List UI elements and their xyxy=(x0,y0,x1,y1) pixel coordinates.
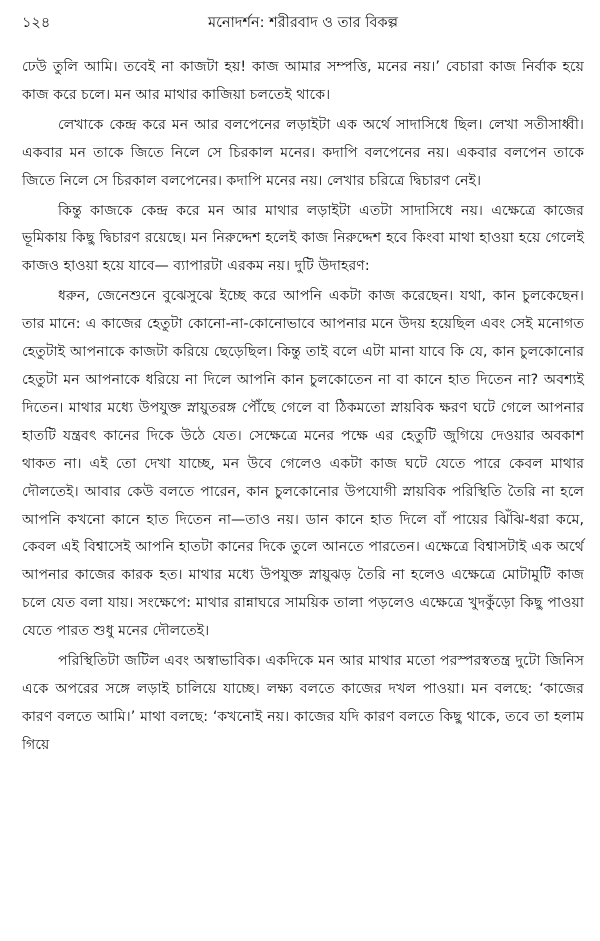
paragraph: কিন্তু কাজকে কেন্দ্র করে মন আর মাথার লড়াইটা এতটা সাদাসিধে নয়। এক্ষেত্রে কাজের ভূমিকায় কিছু দ্বিচারণ রয়েছে। মন নিরুদ্দেশ হলেই কাজ নিরুদ্দেশ হবে কিংবা মাথা হাওয়া হয়ে গেলেই কাজও হাওয়া হয়ে যাবে— ব্যাপারটা এরকম নয়। দুটি উদাহরণ: xyxy=(22,202,584,275)
paragraph: ঢেউ তুলি আমি। তবেই না কাজটা হয়! কাজ আমার সম্পত্তি, মনের নয়।’ বেচারা কাজ নির্বাক হয়ে কাজ করে চলে। মন আর মাথার কাজিয়া চলতেই থাকে। xyxy=(22,59,584,103)
running-title: মনোদর্শন: শরীরবাদ ও তার বিকল্প xyxy=(208,15,398,31)
page-number: ১২৪ xyxy=(22,15,51,31)
paragraph: ধরুন, জেনেশুনে বুঝেসুঝে ইচ্ছে করে আপনি একটা কাজ করেছেন। যথা, কান চুলকেছেন। তার মানে: এ কাজের হেতুটা কোনো-না-কোনোভাবে আপনার মনে উদয় হয়েছিল এবং সেই মনোগত হেতুটাই আপনাকে কাজটা করিয়ে ছেড়েছিল। কিন্তু তাই বলে এটা মানা যাবে কি যে, কান চুলকোনোর হেতুটা মন আপনাকে ধরিয়ে না দিলে আপনি কান চুলকোতেন না বা কানে হাত দিতেন না? অবশ্যই দিতেন। মাথার মধ্যে উপযুক্ত স্নায়ুতরঙ্গ পৌঁছে গেলে বা ঠিকমতো স্নায়বিক ক্ষরণ ঘটে গেলে আপনার হাতটি যন্ত্রবৎ কানের দিকে উঠে যেত। সেক্ষেত্রে মনের পক্ষে এর হেতুটি জুগিয়ে দেওয়ার অবকাশ থাকত না। এই তো দেখা যাচ্ছে, মন উবে গেলেও একটা কাজ ঘটে যেতে পারে কেবল মাথার দৌলতেই। আবার কেউ বলতে পারেন, কান চুলকোনোর উপযোগী স্নায়বিক পরিস্থিতি তৈরি না হলে আপনি কখনো কানে হাত দিতেন না—তাও নয়। ডান কানে হাত দিলে বাঁ পায়ের ঝিঁঝি-ধরা কমে, কেবল এই বিশ্বাসেই আপনি হাতটা কানের দিকে তুলে আনতে পারতেন। এক্ষেত্রে বিশ্বাসটাই এক অর্থে আপনার কাজের কারক হত। মাথার মধ্যে উপযুক্ত স্নায়ুঝড় তৈরি না হলেও এক্ষেত্রে মোটামুটি কাজ চলে যেত বলা যায়। সংক্ষেপে: মাথার রান্নাঘরে সাময়িক তালা পড়লেও এক্ষেত্রে খুদকুঁড়ো কিছু পাওয়া যেতে পারত শুধু মনের দৌলতেই। xyxy=(22,288,584,640)
body-text xyxy=(22,54,584,760)
paragraph: পরিস্থিতিটা জটিল এবং অস্বাভাবিক। একদিকে মন আর মাথার মতো পরস্পরস্বতন্ত্র দুটো জিনিস একে অপরের সঙ্গে লড়াই চালিয়ে যাচ্ছে। লক্ষ্য বলতে কাজের দখল পাওয়া। মন বলছে: ‘কাজের কারণ বলতে আমি।’ মাথা বলছে: ‘কখনোই নয়। কাজের যদি কারণ বলতে কিছু থাকে, তবে তা হলাম গিয়ে xyxy=(22,653,584,753)
page-header xyxy=(22,10,584,40)
paragraph: লেখাকে কেন্দ্র করে মন আর বলপেনের লড়াইটা এক অর্থে সাদাসিধে ছিল। লেখা সতীসাধ্বী। একবার মন তাকে জিতে নিলে সে চিরকাল মনের। কদাপি বলপেনের নয়। একবার বলপেন তাকে জিতে নিলে সে চিরকাল বলপেনের। কদাপি মনের নয়। লেখার চরিত্রে দ্বিচারণ নেই। xyxy=(22,116,584,189)
